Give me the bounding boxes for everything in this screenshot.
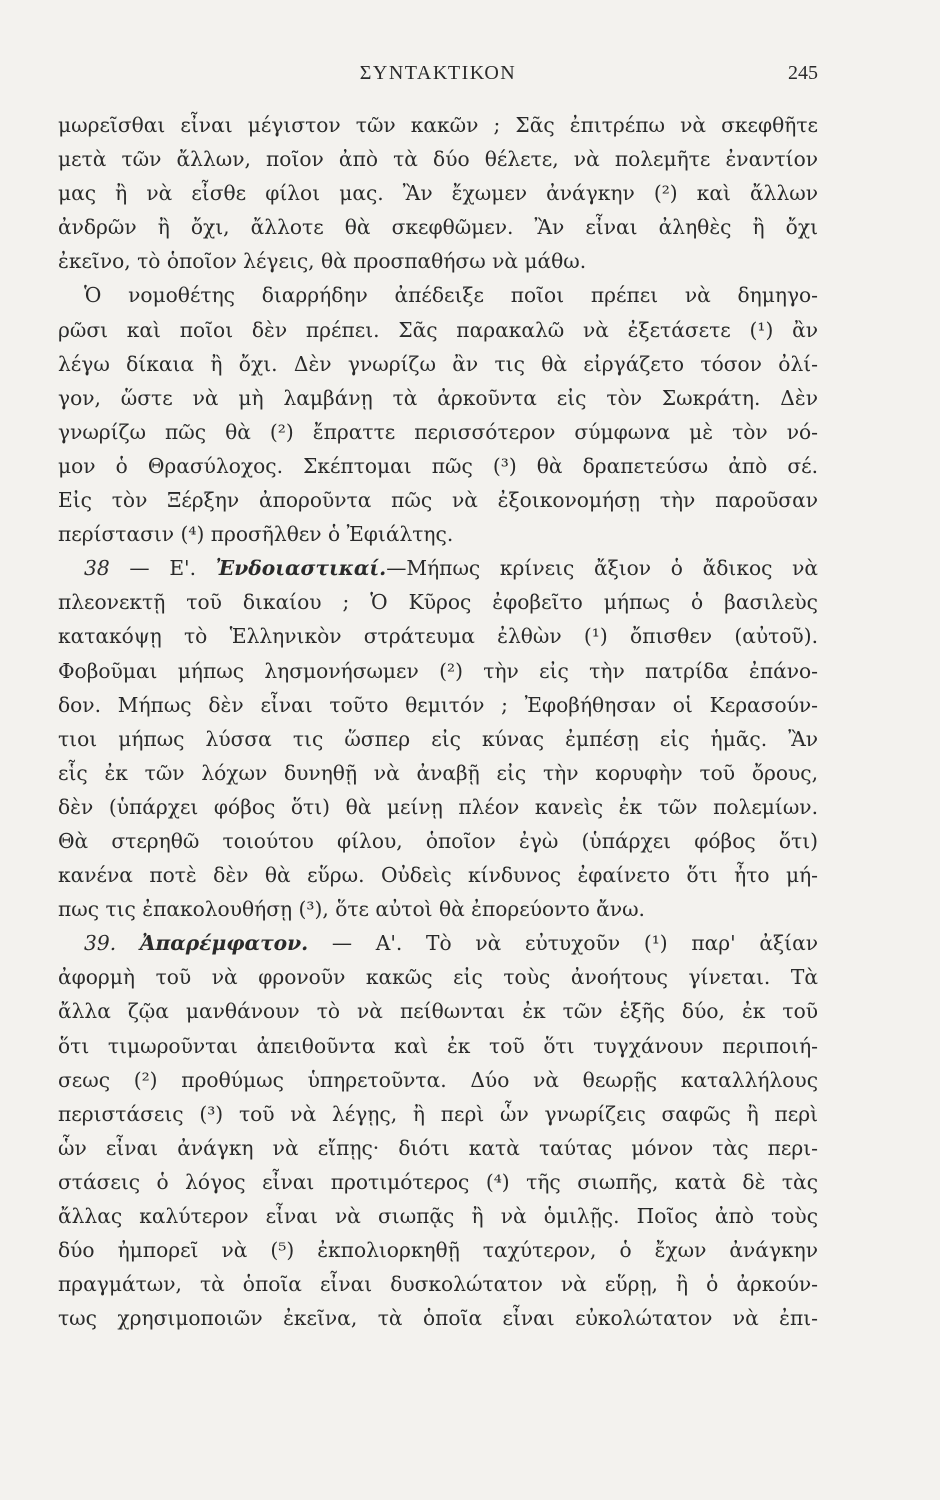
text-line [58, 858, 818, 892]
running-title: ΣΥΝΤΑΚΤΙΚΟΝ [359, 62, 517, 84]
line-text: τιοι μήπως λύσσα τις ὥσπερ εἰς κύνας ἐμπέσῃ εἰς ἡμᾶς. Ἂν [58, 726, 818, 751]
text-line [58, 1199, 818, 1233]
line-text: δὲν (ὑπάρχει φόβος ὅτι) θὰ μείνῃ πλέον κανεὶς ἐκ τῶν πολεμίων. [58, 794, 818, 819]
line-text: μας ἢ νὰ εἶσθε φίλοι μας. Ἂν ἔχωμεν ἀνάγκην (²) καὶ ἄλλων [58, 181, 818, 206]
text-line [58, 347, 818, 381]
text-line [58, 1233, 818, 1267]
line-text: τως χρησιμοποιῶν ἐκεῖνα, τὰ ὁποῖα εἶναι εὐκολώτατον νὰ ἐπι- [58, 1306, 818, 1331]
page-header [58, 62, 818, 92]
text-line [58, 108, 818, 142]
text-line [58, 278, 818, 312]
line-text: γον, ὥστε νὰ μὴ λαμβάνῃ τὰ ἀρκοῦντα εἰς τὸν Σωκράτη. Δὲν [58, 385, 818, 410]
text-line [58, 1097, 818, 1131]
line-text: γνωρίζω πῶς θὰ (²) ἔπραττε περισσότερον σύμφωνα μὲ τὸν νό- [58, 419, 818, 444]
line-text: πλεονεκτῇ τοῦ δικαίου ; Ὁ Κῦρος ἐφοβεῖτο μήπως ὁ βασιλεὺς [58, 590, 818, 615]
text-line [58, 960, 818, 994]
line-text: Θὰ στερηθῶ τοιούτου φίλου, ὁποῖον ἐγὼ (ὑπάρχει φόβος ὅτι) [58, 828, 818, 853]
text-line [58, 381, 818, 415]
text-line [58, 892, 818, 926]
line-text: — Α'. Τὸ νὰ εὐτυχοῦν (¹) παρ' ἀξίαν [308, 931, 818, 956]
text-line [58, 688, 818, 722]
line-text: ρῶσι καὶ ποῖοι δὲν πρέπει. Σᾶς παρακαλῶ νὰ ἐξετάσετε (¹) ἂν [58, 317, 818, 342]
section-label: — Ε'. [129, 556, 197, 581]
line-text: μον ὁ Θρασύλοχος. Σκέπτομαι πῶς (³) θὰ δραπετεύσω ἀπὸ σέ. [58, 453, 818, 478]
line-text: Ὁ νομοθέτης διαρρήδην ἀπέδειξε ποῖοι πρέπει νὰ δημηγο- [84, 283, 818, 308]
section-heading: Ἀπαρέμφατον. [139, 931, 309, 956]
text-line [58, 483, 818, 517]
section-heading-line [58, 926, 818, 960]
line-text: λέγω δίκαια ἢ ὄχι. Δὲν γνωρίζω ἂν τις θὰ εἰργάζετο τόσον ὀλί- [58, 351, 818, 376]
section-number: 39. [84, 931, 117, 956]
line-text: ἀνδρῶν ἢ ὄχι, ἄλλοτε θὰ σκεφθῶμεν. Ἂν εἶναι ἀληθὲς ἢ ὄχι [58, 215, 818, 240]
text-line [58, 210, 818, 244]
text-line [58, 756, 818, 790]
line-text: μωρεῖσθαι εἶναι μέγιστον τῶν κακῶν ; Σᾶς ἐπιτρέπω νὰ σκεφθῆτε [58, 113, 818, 137]
line-text: Εἰς τὸν Ξέρξην ἀποροῦντα πῶς νὰ ἐξοικονομήσῃ τὴν παροῦσαν [58, 488, 818, 513]
text-line [58, 415, 818, 449]
text-line [58, 1301, 818, 1335]
line-text: πραγμάτων, τὰ ὁποῖα εἶναι δυσκολώτατον νὰ εὕρῃ, ἢ ὁ ἀρκούν- [58, 1272, 818, 1297]
text-line [58, 1165, 818, 1199]
line-text: ἄλλα ζῷα μανθάνουν τὸ νὰ πείθωνται ἐκ τῶν ἑξῆς δύο, ἐκ τοῦ [58, 999, 818, 1024]
line-text: κανένα ποτὲ δὲν θὰ εὕρω. Οὐδεὶς κίνδυνος ἐφαίνετο ὅτι ἦτο μή- [58, 863, 818, 888]
text-line [58, 1267, 818, 1301]
text-line [58, 313, 818, 347]
text-line [58, 722, 818, 756]
text-line [58, 517, 818, 551]
line-text: ὅτι τιμωροῦνται ἀπειθοῦντα καὶ ἐκ τοῦ ὅτι τυγχάνουν περιποιή- [58, 1033, 818, 1058]
section-number: 38 [84, 556, 110, 581]
text-line [58, 142, 818, 176]
line-text: σεως (²) προθύμως ὑπηρετοῦντα. Δύο νὰ θεωρῇς καταλλήλους [58, 1067, 818, 1092]
section-heading: Ἐνδοιαστικαί. [215, 556, 387, 581]
text-line [58, 994, 818, 1028]
text-line [58, 244, 818, 278]
page-number: 245 [788, 62, 818, 84]
line-text: πως τις ἐπακολουθήσῃ (³), ὅτε αὐτοὶ θὰ ἐπορεύοντο ἄνω. [58, 897, 645, 922]
text-line [58, 449, 818, 483]
line-text: ἐκεῖνο, τὸ ὁποῖον λέγεις, θὰ προσπαθήσω νὰ μάθω. [58, 249, 587, 274]
text-line [58, 619, 818, 653]
line-text: ἀφορμὴ τοῦ νὰ φρονοῦν κακῶς εἰς τοὺς ἀνοήτους γίνεται. Τὰ [58, 965, 818, 990]
text-line [58, 585, 818, 619]
line-text: εἷς ἐκ τῶν λόχων δυνηθῇ νὰ ἀναβῇ εἰς τὴν κορυφὴν τοῦ ὄρους, [58, 760, 818, 785]
line-text: —Μήπως κρίνεις ἄξιον ὁ ἄδικος νὰ [386, 556, 819, 581]
line-text: ὧν εἶναι ἀνάγκη νὰ εἴπῃς· διότι κατὰ ταύτας μόνον τὰς περι- [58, 1135, 818, 1160]
text-line [58, 790, 818, 824]
line-text: Φοβοῦμαι μήπως λησμονήσωμεν (²) τὴν εἰς τὴν πατρίδα ἐπάνο- [58, 658, 818, 683]
text-line [58, 1063, 818, 1097]
text-line [58, 176, 818, 210]
text-line [58, 1029, 818, 1063]
text-line [58, 824, 818, 858]
section-heading-line [58, 551, 818, 585]
line-text: περίστασιν (⁴) προσῆλθεν ὁ Ἐφιάλτης. [58, 522, 454, 547]
line-text: μετὰ τῶν ἄλλων, ποῖον ἀπὸ τὰ δύο θέλετε, νὰ πολεμῆτε ἐναντίον [58, 147, 818, 172]
line-text: δον. Μήπως δὲν εἶναι τοῦτο θεμιτόν ; Ἐφοβήθησαν οἱ Κερασούν- [58, 692, 818, 717]
line-text: δύο ἠμπορεῖ νὰ (⁵) ἐκπολιορκηθῇ ταχύτερον, ὁ ἔχων ἀνάγκην [58, 1238, 818, 1263]
line-text: ἄλλας καλύτερον εἶναι νὰ σιωπᾷς ἢ νὰ ὁμιλῇς. Ποῖος ἀπὸ τοὺς [58, 1204, 818, 1228]
line-text: κατακόψῃ τὸ Ἑλληνικὸν στράτευμα ἐλθὼν (¹) ὄπισθεν (αὐτοῦ). [58, 624, 818, 649]
line-text: περιστάσεις (³) τοῦ νὰ λέγῃς, ἢ περὶ ὧν γνωρίζεις σαφῶς ἢ περὶ [58, 1101, 818, 1126]
text-line [58, 654, 818, 688]
body-text [58, 108, 818, 1335]
line-text: στάσεις ὁ λόγος εἶναι προτιμότερος (⁴) τῆς σιωπῆς, κατὰ δὲ τὰς [58, 1169, 818, 1194]
text-line [58, 1131, 818, 1165]
